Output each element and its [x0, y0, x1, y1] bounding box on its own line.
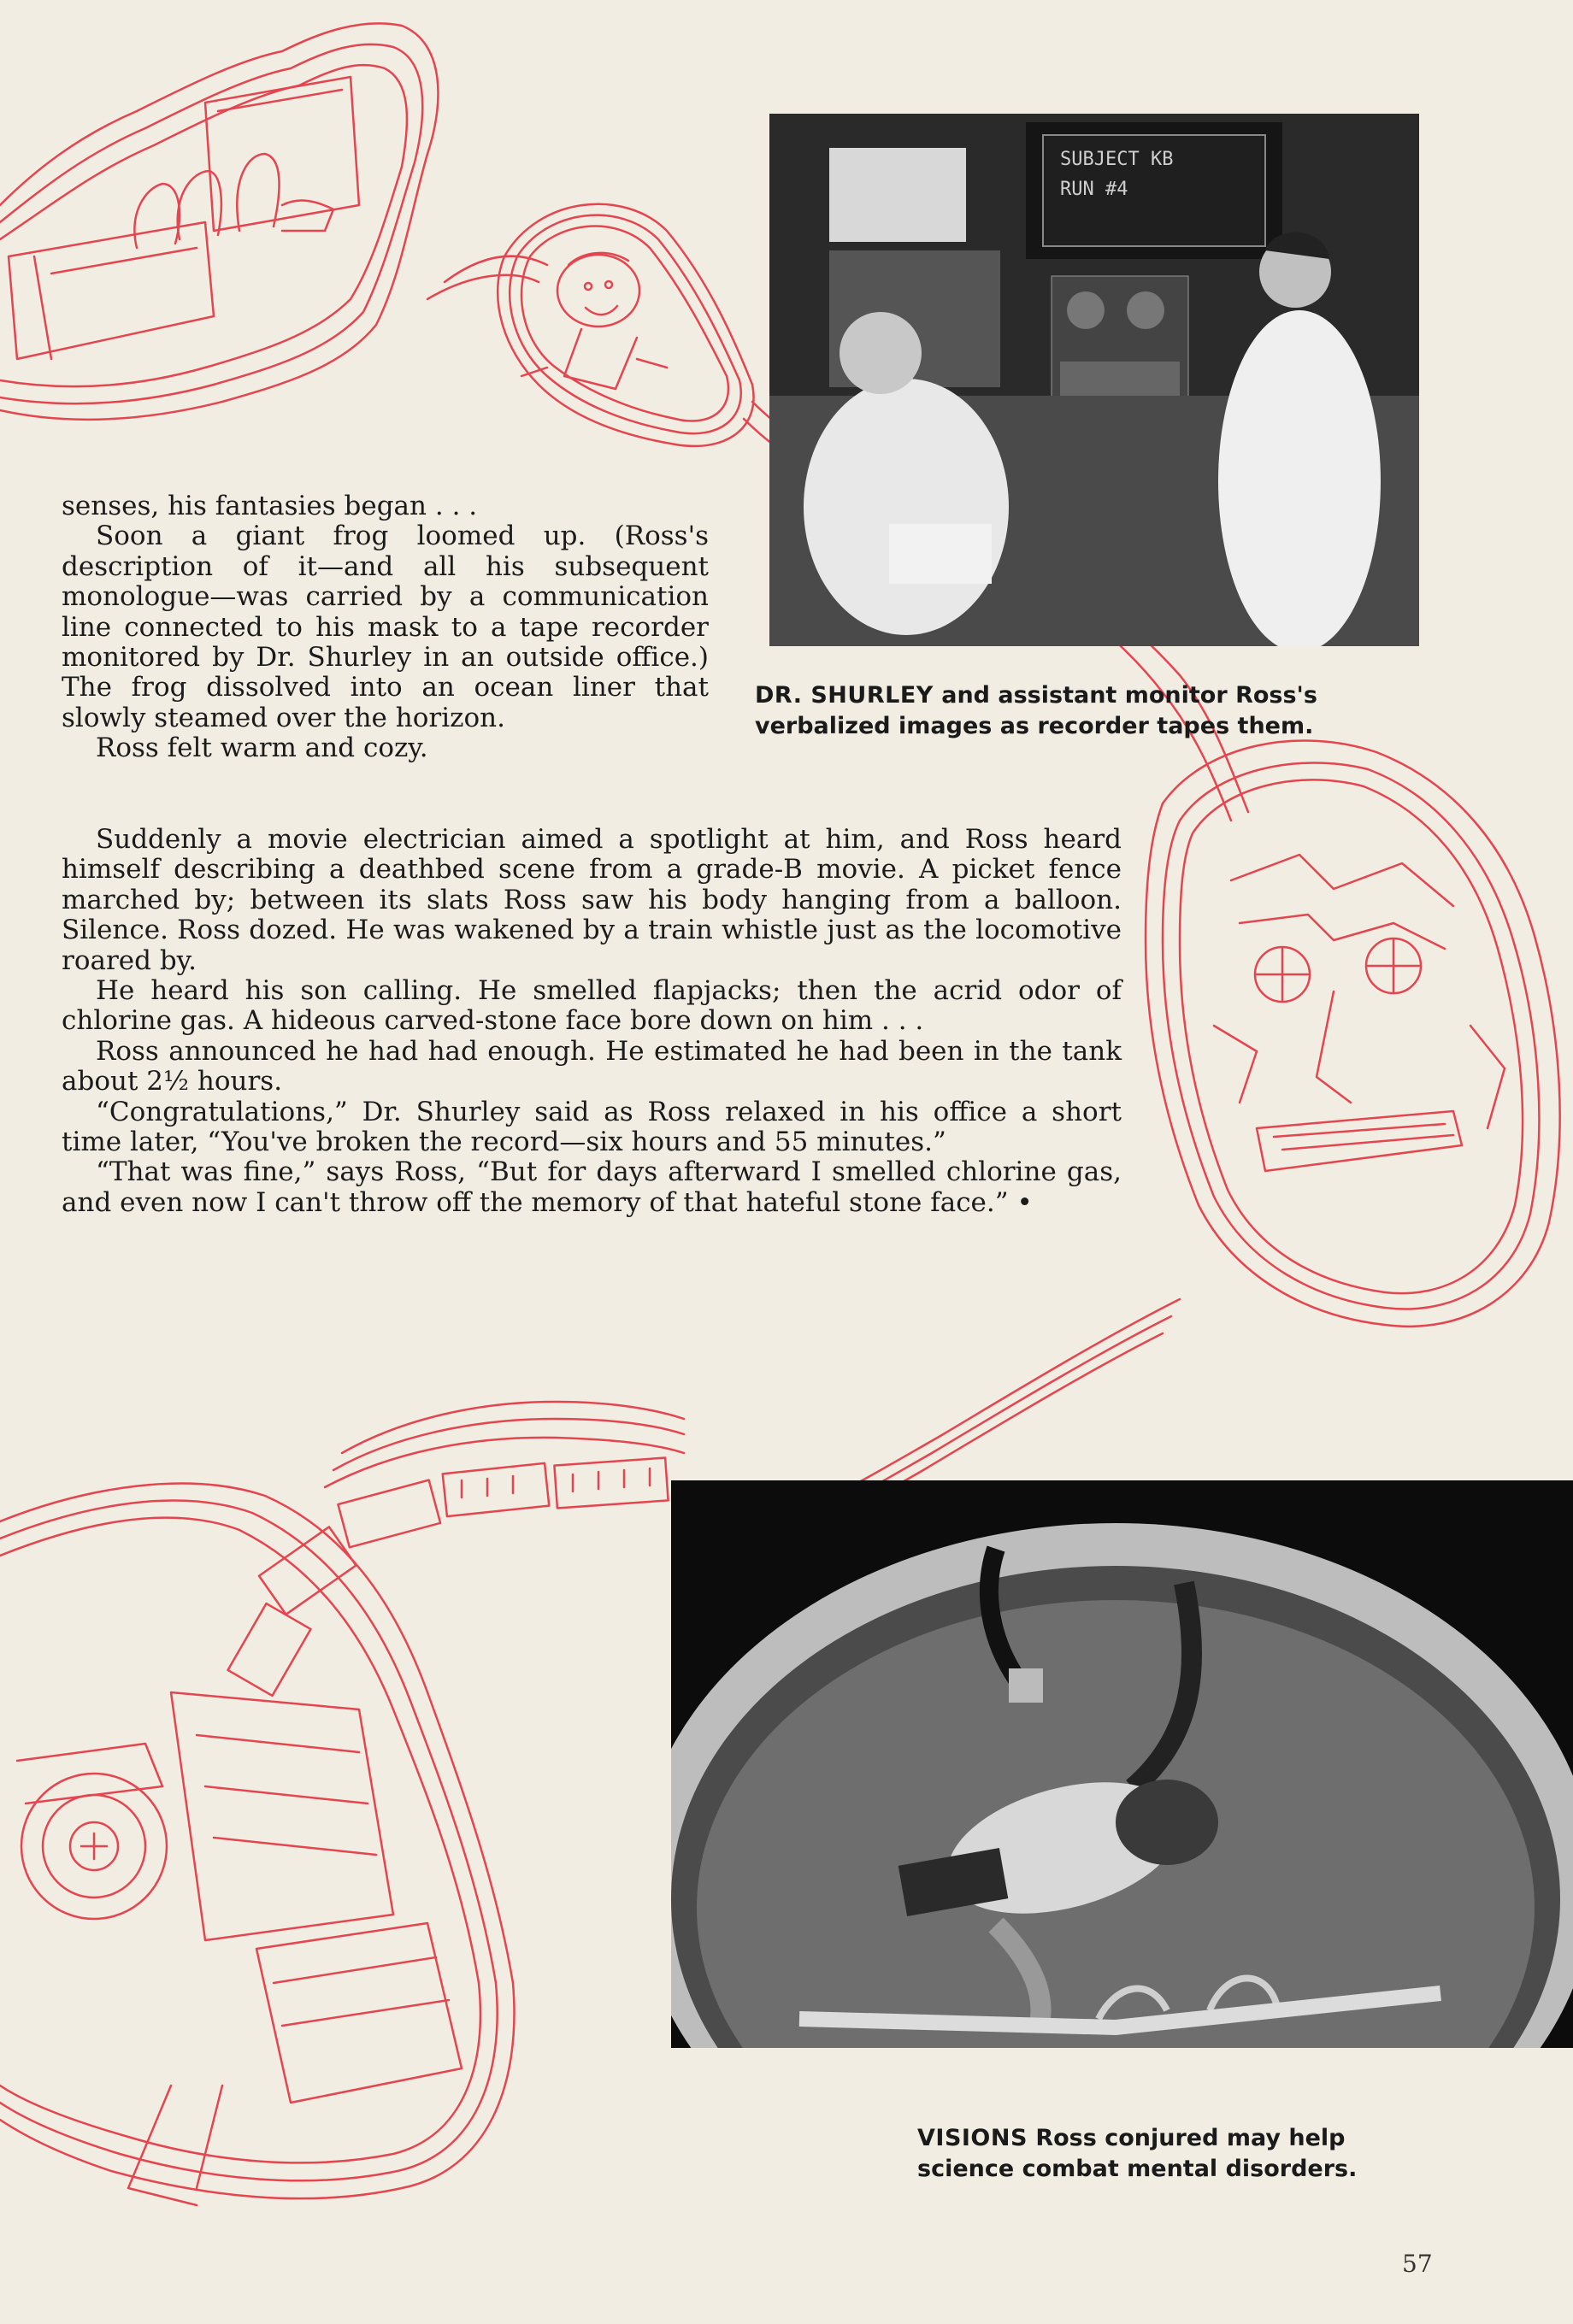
svg-text:SUBJECT KB: SUBJECT KB	[1060, 149, 1174, 170]
train-cars-illustration	[228, 1402, 684, 1696]
caption-text: and assistant monitor Ross's verbalized images as recorder tapes them.	[755, 682, 1317, 739]
top-photo-caption	[755, 680, 1430, 742]
bed-scene-illustration	[0, 23, 438, 420]
paragraph: Ross announced he had had enough. He estimated he had been in the tank about 2½ hours.	[62, 1035, 1122, 1097]
caption-lead: DR. SHURLEY	[755, 682, 934, 709]
bottom-photo-caption	[917, 2123, 1447, 2185]
tank-photo	[671, 1480, 1573, 2048]
stone-face-illustration	[1146, 741, 1560, 1327]
locomotive-illustration	[0, 1484, 514, 2205]
paragraph: Soon a giant frog loomed up. (Ross's description of it—and all his subsequent monologue—was carried by a communication line connected to his mask to a tape recorder monitored by Dr. Shurley in an outside office.) The frog dissolved into an ocean liner that slowly steamed over the horizon.	[62, 521, 709, 733]
lab-photo	[769, 114, 1419, 646]
caption-lead: VISIONS	[917, 2125, 1028, 2151]
paragraph: Ross felt warm and cozy.	[96, 733, 428, 764]
caption-text: Ross conjured may help science combat mental disorders.	[917, 2125, 1358, 2182]
paragraph: “That was fine,” says Ross, “But for days afterward I smelled chlorine gas, and even now I can't throw off the memory of that hateful stone face.” •	[62, 1156, 1122, 1218]
svg-text:RUN #4: RUN #4	[1060, 179, 1128, 200]
paragraph: He heard his son calling. He smelled flapjacks; then the acrid odor of chlorine gas. A hideous carved-stone face bore down on him . . .	[62, 975, 1122, 1037]
cartoon-boy-illustration	[498, 204, 753, 446]
article-text-wide	[62, 825, 1122, 1218]
paragraph: “Congratulations,” Dr. Shurley said as Ross relaxed in his office a short time later, “You've broken the record—six hours and 55 minutes.”	[62, 1096, 1122, 1158]
page-number: 57	[1402, 2250, 1433, 2278]
paragraph: Suddenly a movie electrician aimed a spotlight at him, and Ross heard himself describing a deathbed scene from a grade-B movie. A picket fence marched by; between its slats Ross saw his body hanging from a balloon. Silence. Ross dozed. He was wakened by a train whistle just as the locomotive roared by.	[62, 824, 1122, 976]
paragraph: senses, his fantasies began . . .	[62, 491, 478, 521]
article-text-narrow	[62, 491, 709, 764]
